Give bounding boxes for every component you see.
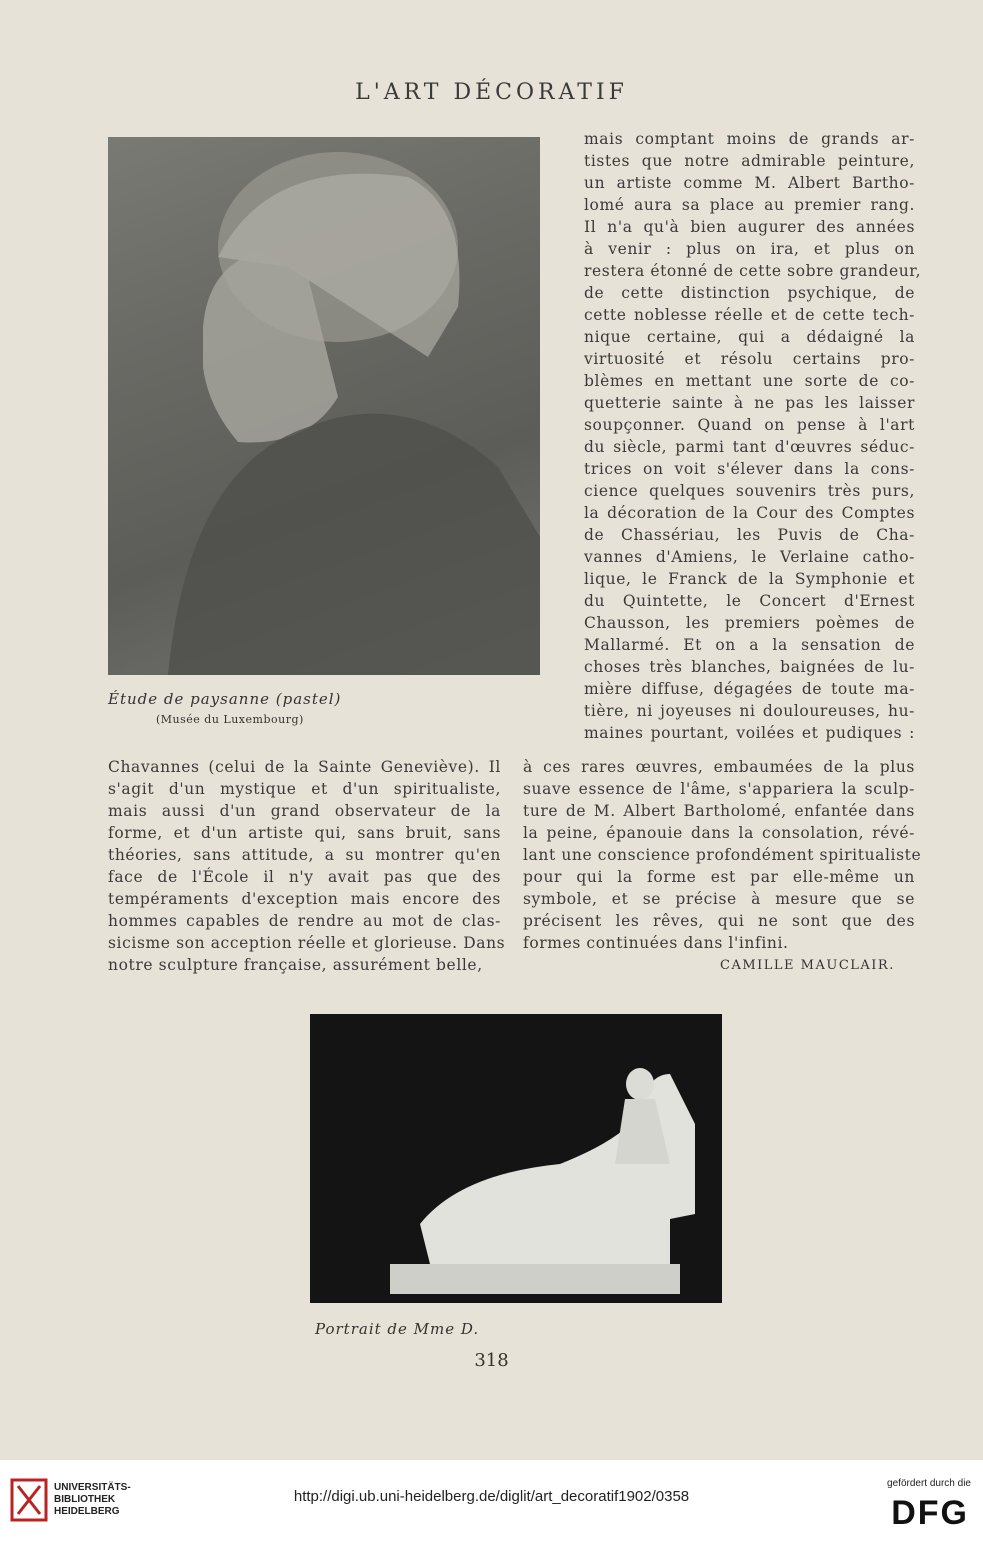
- figure2-caption: Portrait de Mme D.: [315, 1320, 480, 1338]
- right-column-bottom-text: à ces rares œuvres, embaumées de la plus suave essence de l'âme, s'appariera la sculp- ture de M. Albert Bartholomé, enfantée dans la peine, épanouie dans la consolation, révé- lant une conscience profondément spiritualiste pour qui la forme est par elle-même un symbole, et se précise à mesure que se précisent les rêves, qui ne sont que des formes continuées dans l'infini.: [523, 758, 922, 952]
- right-column-top-text: mais comptant moins de grands ar- tistes que notre admirable peinture, un artiste comme M. Albert Bartho- lomé aura sa place au premier rang. Il n'a qu'à bien augurer des années à venir : plus on ira, et plus on restera étonné de cette sobre grandeur, de cette distinction psychique, de cette noblesse réelle et de cette tech- nique certaine, qui a dédaigné la virtuosité et résolu certains pro- blèmes en mettant une sorte de co- quetterie sainte à ne pas les laisser soupçonner. Quand on pense à l'art du siècle, parmi tant d'œuvres séduc- trices on voit s'élever dans la cons- cience quelques souvenirs très purs, la décoration de la Cour des Comptes de Chassériau, les Puvis de Cha- vannes d'Amiens, le Verlaine catho- lique, le Franck de la Symphonie et du Quintette, le Concert d'Ernest Chausson, les premiers poèmes de Mallarmé. Et on a la sensation de choses très blanches, baignées de lu- mière diffuse, dégagées de toute ma- tière, ni joyeuses ni douloureuses, hu- maines pourtant, voilées et pudiques :: [584, 130, 922, 742]
- figure1-caption: Étude de paysanne (pastel): [108, 690, 342, 708]
- pastel-portrait-icon: [108, 137, 540, 675]
- left-column-bottom-text: Chavannes (celui de la Sainte Geneviève). Il s'agit d'un mystique et d'un spiritualiste, mais aussi d'un grand observateur de la forme, et d'un artiste qui, sans bruit, sans théories, sans attitude, a su montrer qu'en face de l'École il n'y avait pas que des tempéraments d'exception mais encore des hommes capables de rendre au mot de clas- sicisme son acception réelle et glorieuse. Dans notre sculpture française, assurément belle,: [108, 758, 506, 974]
- page-number: 318: [474, 1350, 509, 1371]
- author-signature: CAMILLE MAUCLAIR.: [720, 958, 895, 973]
- source-url-link[interactable]: http://digi.ub.uni-heidelberg.de/diglit/art_decoratif1902/0358: [293, 1488, 690, 1505]
- funding-note: gefördert durch die: [887, 1478, 971, 1489]
- library-name: UNIVERSITÄTS- BIBLIOTHEK HEIDELBERG: [54, 1482, 131, 1517]
- figure1-source: (Musée du Luxembourg): [156, 713, 304, 726]
- digitization-footer: [0, 1460, 983, 1541]
- dfg-logo: DFG: [891, 1494, 969, 1532]
- sculpture-photo-image: [310, 1014, 722, 1303]
- running-header: L'ART DÉCORATIF: [355, 80, 628, 105]
- peasant-woman-pastel-image: [108, 137, 540, 675]
- reclining-figure-sculpture-icon: [310, 1014, 722, 1303]
